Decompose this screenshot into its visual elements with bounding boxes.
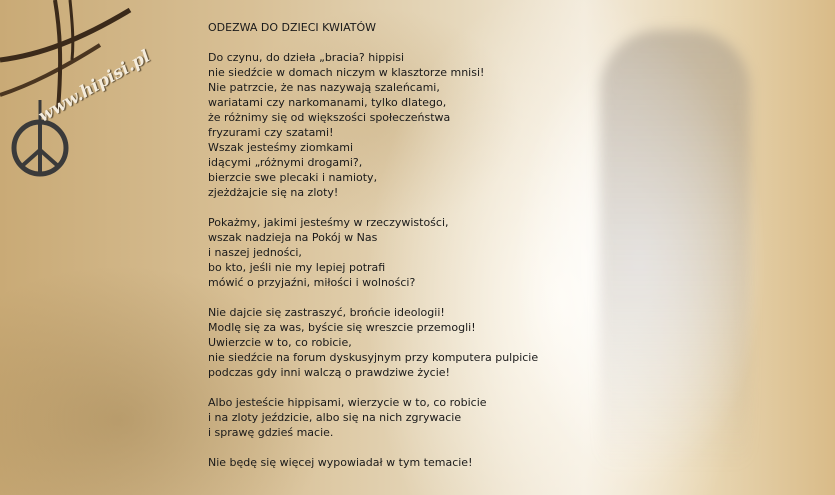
poem-line: Wszak jesteśmy ziomkami (208, 141, 354, 154)
poem-line: i na zloty jeździcie, albo się na nich zgrywacie (208, 411, 462, 424)
poem-stanza (208, 305, 628, 380)
poem-line: Uwierzcie w to, co robicie, (208, 336, 352, 349)
poem-line: bierzcie swe plecaki i namioty, (208, 171, 378, 184)
poem-stanza (208, 455, 628, 470)
poem-line: Nie dajcie się zastraszyć, brońcie ideologii! (208, 306, 445, 319)
poem-line: Nie patrzcie, że nas nazywają szaleńcami, (208, 81, 440, 94)
poem-line: że różnimy się od większości społeczeństwa (208, 111, 451, 124)
poem-stanza (208, 50, 628, 200)
poem-line: Do czynu, do dzieła „bracia? hippisi (208, 51, 405, 64)
poem-line: i sprawę gdzieś macie. (208, 426, 334, 439)
peace-sign-icon (0, 0, 200, 200)
site-logo[interactable]: www.hipisi.pl (35, 46, 154, 127)
poem-line: Albo jesteście hippisami, wierzycie w to, co robicie (208, 396, 487, 409)
poem-line: fryzurami czy szatami! (208, 126, 334, 139)
poem-stanzas (208, 50, 628, 470)
poem-line: mówić o przyjaźni, miłości i wolności? (208, 276, 416, 289)
poem-line: nie siedźcie na forum dyskusyjnym przy komputera pulpicie (208, 351, 539, 364)
poem-line: podczas gdy inni walczą o prawdziwe życie! (208, 366, 450, 379)
poem-line: Pokażmy, jakimi jesteśmy w rzeczywistości, (208, 216, 449, 229)
poem-line: Nie będę się więcej wypowiadał w tym temacie! (208, 456, 473, 469)
poem-line: nie siedźcie w domach niczym w klasztorze mnisi! (208, 66, 485, 79)
poem-title: ODEZWA DO DZIECI KWIATÓW (208, 21, 377, 34)
poem-line: idącymi „różnymi drogami?, (208, 156, 363, 169)
poem-line: bo kto, jeśli nie my lepiej potrafi (208, 261, 386, 274)
poem-stanza (208, 395, 628, 440)
poem-line: Modlę się za was, byście się wreszcie przemogli! (208, 321, 476, 334)
poem-line: wariatami czy narkomanami, tylko dlatego, (208, 96, 447, 109)
poem-line: i naszej jedności, (208, 246, 302, 259)
poem-stanza (208, 215, 628, 290)
poem-line: zjeżdżajcie się na zloty! (208, 186, 339, 199)
poem-line: wszak nadzieja na Pokój w Nas (208, 231, 378, 244)
poem (208, 0, 628, 470)
